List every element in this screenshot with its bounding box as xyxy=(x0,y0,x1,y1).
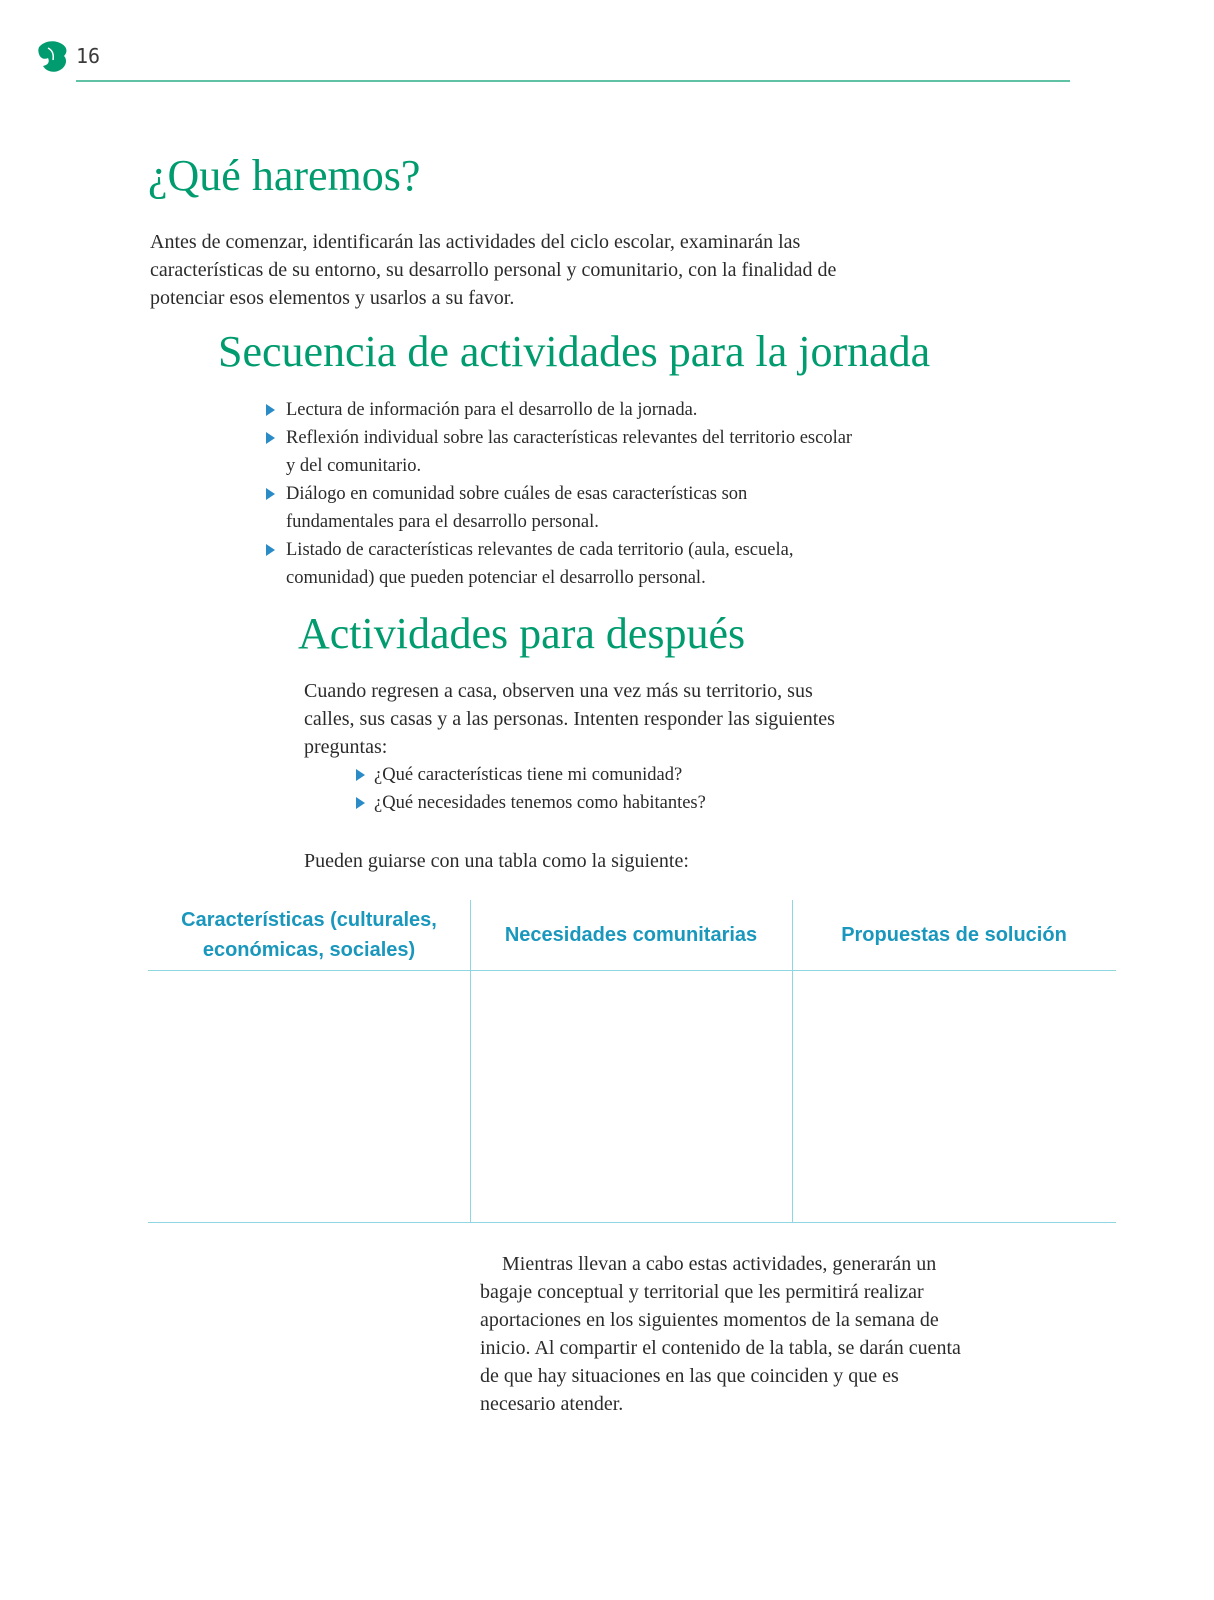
table-intro: Pueden guiarse con una tabla como la siguiente: xyxy=(304,850,689,872)
triangle-bullet-icon xyxy=(356,797,365,809)
question-text: ¿Qué necesidades tenemos como habitantes? xyxy=(374,793,706,813)
list-item-text: Diálogo en comunidad sobre cuáles de esas características son fundamentales para el desarrollo personal. xyxy=(286,484,748,532)
list-item xyxy=(266,536,856,592)
question-item xyxy=(356,789,836,817)
triangle-bullet-icon xyxy=(266,432,275,444)
triangle-bullet-icon xyxy=(356,769,365,781)
section-title-secuencia: Secuencia de actividades para la jornada xyxy=(218,327,931,376)
table-cell-caracteristicas[interactable] xyxy=(148,971,470,1222)
section-title-actividades-despues: Actividades para después xyxy=(298,609,746,658)
triangle-bullet-icon xyxy=(266,404,275,416)
after-paragraph: Cuando regresen a casa, observen una vez más su territorio, sus calles, sus casas y a las personas. Intenten responder las siguientes preguntas: xyxy=(304,680,835,758)
triangle-bullet-icon xyxy=(266,544,275,556)
table-header-necesidades: Necesidades comunitarias xyxy=(504,924,758,946)
table-header-propuestas: Propuestas de solución xyxy=(841,924,1067,946)
list-item xyxy=(266,396,856,424)
list-item xyxy=(266,424,856,480)
sequence-list xyxy=(266,396,856,592)
table-header-caracteristicas: Características (culturales, económicas, sociales) xyxy=(181,909,437,961)
table-bottom-rule xyxy=(148,1222,1116,1223)
question-item xyxy=(356,761,836,789)
green-leaf-logo-icon xyxy=(36,38,70,74)
header-rule xyxy=(76,80,1070,82)
questions-list xyxy=(356,761,836,817)
section-title-que-haremos: ¿Qué haremos? xyxy=(148,151,421,200)
intro-paragraph: Antes de comenzar, identificarán las actividades del ciclo escolar, examinarán las características de su entorno, su desarrollo personal y comunitario, con la finalidad de potenciar esos elementos y usarlos a su favor. xyxy=(150,231,837,309)
question-text: ¿Qué características tiene mi comunidad? xyxy=(374,765,683,785)
list-item-text: Listado de características relevantes de cada territorio (aula, escuela, comunidad) que pueden potenciar el desarrollo personal. xyxy=(286,540,794,588)
triangle-bullet-icon xyxy=(266,488,275,500)
closing-paragraph: Mientras llevan a cabo estas actividades, generarán un bagaje conceptual y territorial que les permitirá realizar aportaciones en los siguientes momentos de la semana de inicio. Al compartir el contenido de la tabla, se darán cuenta de que hay situaciones en las que coinciden y que es necesario atender. xyxy=(480,1253,961,1415)
list-item-text: Reflexión individual sobre las características relevantes del territorio escolar y del comunitario. xyxy=(286,428,853,476)
guide-table xyxy=(148,900,1116,1224)
list-item xyxy=(266,480,856,536)
list-item-text: Lectura de información para el desarrollo de la jornada. xyxy=(286,400,698,420)
page-number: 16 xyxy=(76,44,101,68)
table-cell-propuestas[interactable] xyxy=(793,971,1116,1222)
table-cell-necesidades[interactable] xyxy=(471,971,792,1222)
